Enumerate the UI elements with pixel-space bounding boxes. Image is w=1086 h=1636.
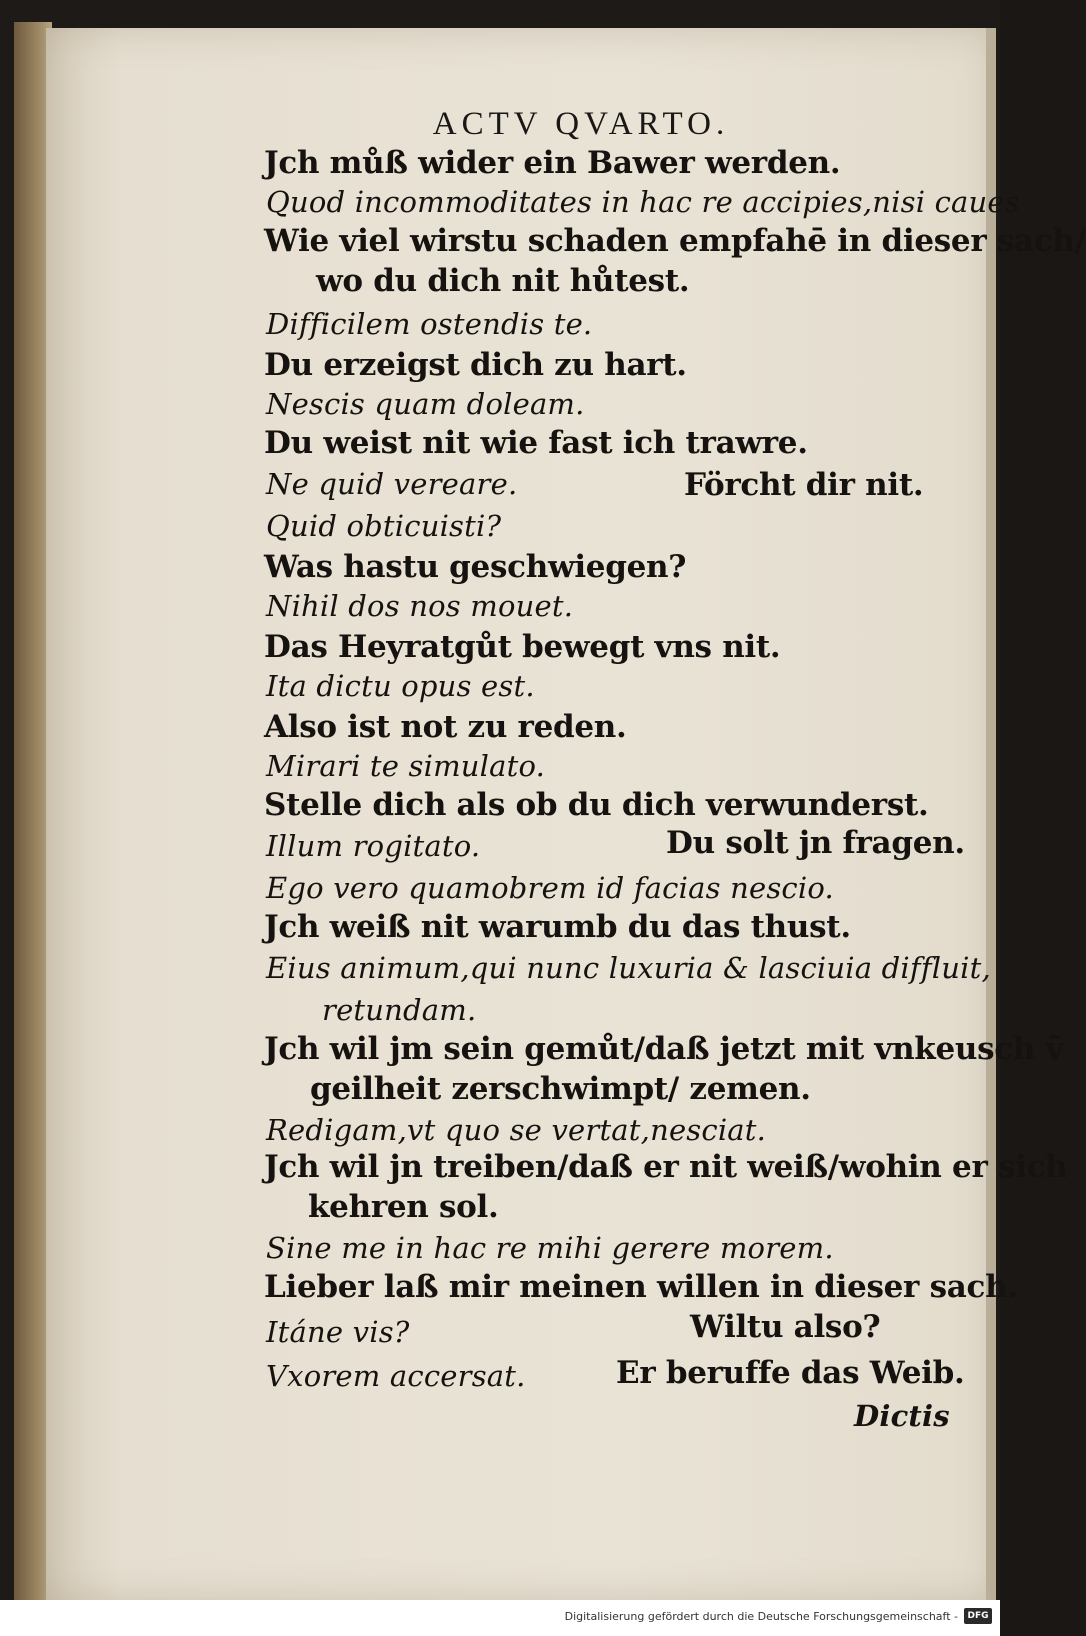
page-edge — [986, 28, 996, 1600]
text-line: Quod incommoditates in hac re accipies,nisi caues — [266, 185, 1020, 219]
text-line: Redigam,vt quo se vertat,nesciat. — [266, 1113, 767, 1147]
text-line: Wiltu also? — [690, 1309, 881, 1345]
footer-bar — [0, 1600, 1000, 1636]
text-line: Lieber laß mir meinen willen in dieser sach. — [264, 1269, 1018, 1305]
text-line: Nescis quam doleam. — [266, 387, 585, 421]
catchword: Dictis — [854, 1399, 950, 1433]
text-line: wo du dich nit hůtest. — [316, 263, 690, 299]
text-line: Du weist nit wie fast ich trawre. — [264, 425, 808, 461]
text-line: Itáne vis? — [266, 1315, 410, 1349]
text-line: Jch můß wider ein Bawer werden. — [264, 145, 841, 181]
text-line: Sine me in hac re mihi gerere morem. — [266, 1231, 834, 1265]
text-line: geilheit zerschwimpt/ zemen. — [310, 1071, 811, 1107]
footer-credit: Digitalisierung gefördert durch die Deutsche Forschungsgemeinschaft - — [564, 1610, 958, 1623]
text-line: Das Heyratgůt bewegt vns nit. — [264, 629, 781, 665]
text-line: kehren sol. — [308, 1189, 499, 1225]
text-line: Ita dictu opus est. — [266, 669, 535, 703]
text-line: Nihil dos nos mouet. — [266, 589, 574, 623]
text-line: Ne quid vereare. — [266, 467, 518, 501]
text-line: Jch wil jm sein gemůt/daß jetzt mit vnkeusch v̄̄ — [264, 1031, 1064, 1067]
text-line: Illum rogitato. — [266, 829, 481, 863]
running-head: ACTV QVARTO. — [432, 106, 730, 142]
text-line: Vxorem accersat. — [266, 1359, 526, 1393]
text-line: Wie viel wirstu schaden empfahē in dieser sach/ — [264, 223, 1086, 259]
text-line: retundam. — [322, 993, 477, 1027]
text-line: Jch wil jn treiben/daß er nit weiß/wohin er sich — [264, 1149, 1068, 1185]
dfg-logo: DFG — [964, 1608, 992, 1624]
text-line: Förcht dir nit. — [684, 467, 924, 503]
text-line: Also ist not zu reden. — [264, 709, 627, 745]
text-line: Quid obticuisti? — [266, 509, 502, 543]
text-line: Er beruffe das Weib. — [616, 1355, 965, 1391]
book-page — [46, 28, 1086, 1600]
text-line: Ego vero quamobrem id facias nescio. — [266, 871, 834, 905]
text-line: Mirari te simulato. — [266, 749, 546, 783]
text-line: Stelle dich als ob du dich verwunderst. — [264, 787, 929, 823]
text-line: Difficilem ostendis te. — [266, 307, 593, 341]
text-line: Du erzeigst dich zu hart. — [264, 347, 687, 383]
text-line: Eius animum,qui nunc luxuria & lasciuia diffluit, — [266, 951, 991, 985]
text-line: Jch weiß nit warumb du das thust. — [264, 909, 851, 945]
text-line: Du solt jn fragen. — [666, 825, 965, 861]
text-line: Was hastu geschwiegen? — [264, 549, 687, 585]
